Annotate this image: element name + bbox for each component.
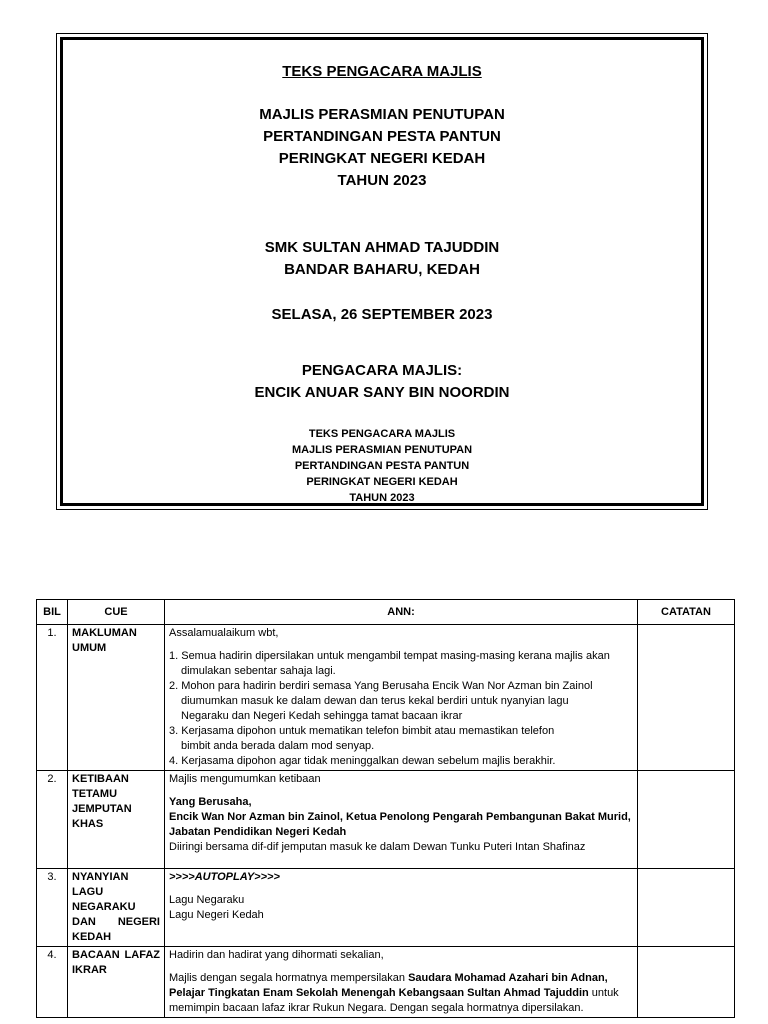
cue-line: KETIBAAN	[72, 773, 129, 785]
venue-line: BANDAR BAHARU, KEDAH	[284, 261, 480, 278]
cue-word: NEGERI	[117, 916, 160, 928]
greeting: Assalamualaikum wbt,	[169, 627, 279, 639]
cue-line: KEDAH	[72, 931, 112, 943]
repeat-line: TEKS PENGACARA MAJLIS	[308, 428, 456, 440]
repeat-line: TAHUN 2023	[349, 492, 415, 504]
invite-line	[169, 986, 633, 1001]
vip-org: Jabatan Pendidikan Negeri Kedah	[169, 826, 347, 838]
table-header-row	[37, 600, 735, 625]
emcee-name: ENCIK ANUAR SANY BIN NOORDIN	[254, 384, 510, 401]
cue-line: UMUM	[72, 642, 107, 654]
greeting: Hadirin dan hadirat yang dihormati sekalian,	[169, 949, 384, 961]
row-cue	[68, 947, 165, 1018]
row-number: 2.	[37, 771, 68, 869]
header-cue: CUE	[68, 600, 165, 625]
row-catatan	[638, 771, 735, 869]
repeat-line: PERTANDINGAN PESTA PANTUN	[294, 460, 470, 472]
row-cue	[68, 625, 165, 771]
autoplay-marker: >>>>AUTOPLAY>>>>	[169, 871, 280, 883]
event-line: PERINGKAT NEGERI KEDAH	[278, 150, 486, 167]
cover-heading: TEKS PENGACARA MAJLIS	[282, 63, 482, 80]
program-table	[36, 599, 735, 1018]
row-cue	[68, 771, 165, 869]
repeat-line: PERINGKAT NEGERI KEDAH	[306, 476, 458, 488]
song-title: Lagu Negeri Kedah	[169, 909, 264, 921]
venue-line: SMK SULTAN AHMAD TAJUDDIN	[264, 239, 500, 256]
notice-item: 3. Kerjasama dipohon untuk mematikan telefon bimbit atau memastikan telefon	[169, 725, 555, 737]
cue-line: LAGU	[72, 886, 104, 898]
invitee-name: Saudara Mohamad Azahari bin Adnan,	[408, 972, 608, 984]
row-cue	[68, 869, 165, 947]
notice-item: 1. Semua hadirin dipersilakan untuk mengambil tempat masing-masing kerana majlis akan	[169, 650, 610, 662]
row-announcement	[165, 869, 638, 947]
notice-item-cont: diumumkan masuk ke dalam dewan dan terus kekal berdiri untuk nyanyian lagu	[181, 695, 569, 707]
row-announcement	[165, 771, 638, 869]
notice-item: 4. Kerjasama dipohon agar tidak meninggalkan dewan sebelum majlis berakhir.	[169, 755, 556, 767]
row-catatan	[638, 869, 735, 947]
vip-name: Encik Wan Nor Azman bin Zainol, Ketua Penolong Pengarah Pembangunan Bakat Murid,	[169, 811, 631, 823]
row-number: 3.	[37, 869, 68, 947]
table-row	[37, 625, 735, 771]
header-catatan: CATATAN	[638, 600, 735, 625]
cover-box	[56, 33, 708, 510]
cue-line: MAKLUMAN	[72, 627, 137, 639]
cue-word: DAN	[72, 916, 96, 928]
cue-line: NYANYIAN	[72, 871, 129, 883]
notice-item: 2. Mohon para hadirin berdiri semasa Yang Berusaha Encik Wan Nor Azman bin Zainol	[169, 680, 593, 692]
header-bil: BIL	[37, 600, 68, 625]
invite-text: untuk	[588, 987, 619, 999]
cue-line: JEMPUTAN	[72, 803, 132, 815]
announce-intro: Majlis mengumumkan ketibaan	[169, 773, 321, 785]
cue-line: NEGARAKU	[72, 901, 136, 913]
invite-text: Majlis dengan segala hormatnya mempersilakan	[169, 972, 409, 984]
event-line: MAJLIS PERASMIAN PENUTUPAN	[259, 106, 505, 123]
cue-word: LAFAZ	[124, 949, 160, 961]
cue-line: IKRAR	[72, 964, 107, 976]
row-catatan	[638, 947, 735, 1018]
table-row	[37, 869, 735, 947]
cue-line	[72, 948, 160, 963]
row-announcement	[165, 947, 638, 1018]
cue-word: BACAAN	[72, 949, 120, 961]
notice-item-cont: dimulakan sebentar sahaja lagi.	[181, 665, 336, 677]
table-row	[37, 947, 735, 1018]
repeat-line: MAJLIS PERASMIAN PENUTUPAN	[291, 444, 473, 456]
invite-line	[169, 971, 633, 986]
event-date: SELASA, 26 SEPTEMBER 2023	[271, 306, 493, 323]
row-catatan	[638, 625, 735, 771]
row-number: 1.	[37, 625, 68, 771]
row-number: 4.	[37, 947, 68, 1018]
cue-line	[72, 915, 160, 930]
cover-inner-frame	[60, 37, 704, 506]
row-announcement	[165, 625, 638, 771]
notice-item-cont: bimbit anda berada dalam mod senyap.	[181, 740, 375, 752]
table-row	[37, 771, 735, 869]
song-title: Lagu Negaraku	[169, 894, 245, 906]
header-ann: ANN:	[165, 600, 638, 625]
emcee-label: PENGACARA MAJLIS:	[301, 362, 463, 379]
notice-item-cont: Negaraku dan Negeri Kedah sehingga tamat bacaan ikrar	[181, 710, 463, 722]
escort-text: Diiringi bersama dif-dif jemputan masuk ke dalam Dewan Tunku Puteri Intan Shafinaz	[169, 841, 586, 853]
vip-title: Yang Berusaha,	[169, 796, 252, 808]
cue-line: TETAMU	[72, 788, 118, 800]
event-line: TAHUN 2023	[337, 172, 427, 189]
event-line: PERTANDINGAN PESTA PANTUN	[263, 128, 501, 145]
invite-line: memimpin bacaan lafaz ikrar Rukun Negara. Dengan segala hormatnya dipersilakan.	[169, 1002, 584, 1014]
cue-line: KHAS	[72, 818, 104, 830]
invitee-school: Pelajar Tingkatan Enam Sekolah Menengah Kebangsaan Sultan Ahmad Tajuddin	[169, 987, 589, 999]
